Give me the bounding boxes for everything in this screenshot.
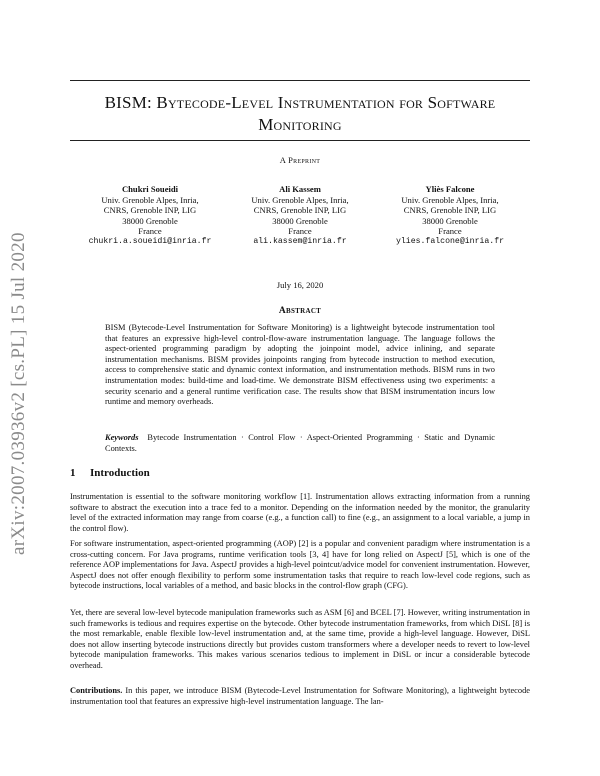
author-affiliation: 38000 Grenoble — [422, 215, 478, 226]
body-paragraph: Yet, there are several low-level bytecode manipulation frameworks such as ASM [6] and BCEL [7]. However, writing instrumentation in such frameworks is tedious and requires expertise on the bytecode. Other bytecode instrumentation frameworks, from which DiSL [8] is the most remarkable, enable flexible low-level instrumentation and, at the same time, provide a high-level language. However, DiSL does not allow inserting bytecode instructions directly but provides custom transformers where a developer needs to revert to low-level bytecode manipulation frameworks. This makes various scenarios tedious to implement in DiSL or incur a considerable bytecode overhead. — [70, 608, 530, 670]
author-3 — [370, 184, 530, 248]
author-email[interactable]: ylies.falcone@inria.fr — [395, 236, 505, 246]
paper-title: BISM: Bytecode-Level Instrumentation for Software Monitoring — [104, 93, 496, 134]
section-heading — [70, 467, 150, 479]
keywords-label: Keywords — [105, 433, 139, 442]
author-affiliation: Univ. Grenoble Alpes, Inria, — [401, 194, 499, 205]
author-affiliation: CNRS, Grenoble INP, LIG — [403, 205, 497, 216]
author-country: France — [438, 226, 462, 237]
body-paragraph — [70, 686, 530, 707]
title-rule-bottom — [70, 140, 530, 141]
author-1 — [70, 184, 230, 248]
author-email[interactable]: chukri.a.soueidi@inria.fr — [88, 236, 212, 246]
author-name: Yliès Falcone — [425, 184, 475, 194]
author-name: Chukri Soueidi — [121, 184, 179, 194]
abstract-heading: Abstract — [278, 306, 322, 316]
author-affiliation: Univ. Grenoble Alpes, Inria, — [101, 194, 199, 205]
author-country: France — [288, 226, 312, 237]
author-affiliation: CNRS, Grenoble INP, LIG — [253, 205, 347, 216]
contributions-label: Contributions. — [70, 686, 123, 695]
author-affiliation: 38000 Grenoble — [272, 215, 328, 226]
author-affiliation: CNRS, Grenoble INP, LIG — [103, 205, 197, 216]
author-email[interactable]: ali.kassem@inria.fr — [253, 236, 347, 246]
body-paragraph: For software instrumentation, aspect-oriented programming (AOP) [2] is a popular and convenient paradigm where instrumentation is a cross-cutting concern. For Java programs, runtime verification tools [3, 4] have for long relied on AspectJ [5], which is one of the reference AOP implementations for Java. AspectJ provides a high-level pointcut/advice model for convenient instrumentation. However, AspectJ does not offer enough flexibility to perform some instrumentation tasks that require to reach low-level code regions, such as bytecode instructions, local variables of a method, and basic blocks in the control-flow graph (CFG). — [70, 539, 530, 590]
paper-date: July 16, 2020 — [276, 280, 324, 290]
arxiv-side-stamp: arXiv:2007.03936v2 [cs.PL] 15 Jul 2020 — [8, 232, 29, 555]
section-title: Introduction — [90, 467, 150, 479]
contributions-text: In this paper, we introduce BISM (Bytecode-Level Instrumentation for Software Monitoring), a lightweight bytecode instrumentation tool that features an expressive high-level instrumentation language. The lan- — [70, 686, 530, 706]
author-affiliation: Univ. Grenoble Alpes, Inria, — [251, 194, 349, 205]
author-country: France — [138, 226, 162, 237]
author-name: Ali Kassem — [279, 184, 321, 194]
keywords — [105, 433, 495, 454]
body-paragraph: Instrumentation is essential to the software monitoring workflow [1]. Instrumentation allows extracting information from a running software to abstract the execution into a trace fed to a monitor. Depending on the information needed by the monitor, the granularity level of the extracted information may range from coarse (e.g., a function call) to fine (e.g., an assignment to a local variable, a jump in the control flow). — [70, 492, 530, 533]
preprint-label: A Preprint — [279, 155, 321, 165]
section-number: 1 — [70, 467, 76, 479]
abstract-text: BISM (Bytecode-Level Instrumentation for Software Monitoring) is a lightweight bytecode instrumentation tool that features an expressive high-level control-flow-aware instrumentation language. The language follows the aspect-oriented programming paradigm by adopting the joinpoint model, advice inlining, and separate instrumentation mechanisms. BISM provides joinpoints ranging from bytecode instruction to method execution, access to comprehensive static and dynamic context information, and instrumentation methods. BISM runs in two instrumentation modes: build-time and load-time. We demonstrate BISM effectiveness using two experiments: a security scenario and a general runtime verification case. The results show that BISM instrumentation incurs low runtime and memory overheads. — [105, 323, 495, 407]
title-rule-top — [70, 80, 530, 81]
keywords-text: Bytecode Instrumentation · Control Flow · Aspect-Oriented Programming · Static and Dynamic Contexts. — [105, 433, 495, 453]
author-affiliation: 38000 Grenoble — [122, 215, 178, 226]
author-2 — [220, 184, 380, 248]
